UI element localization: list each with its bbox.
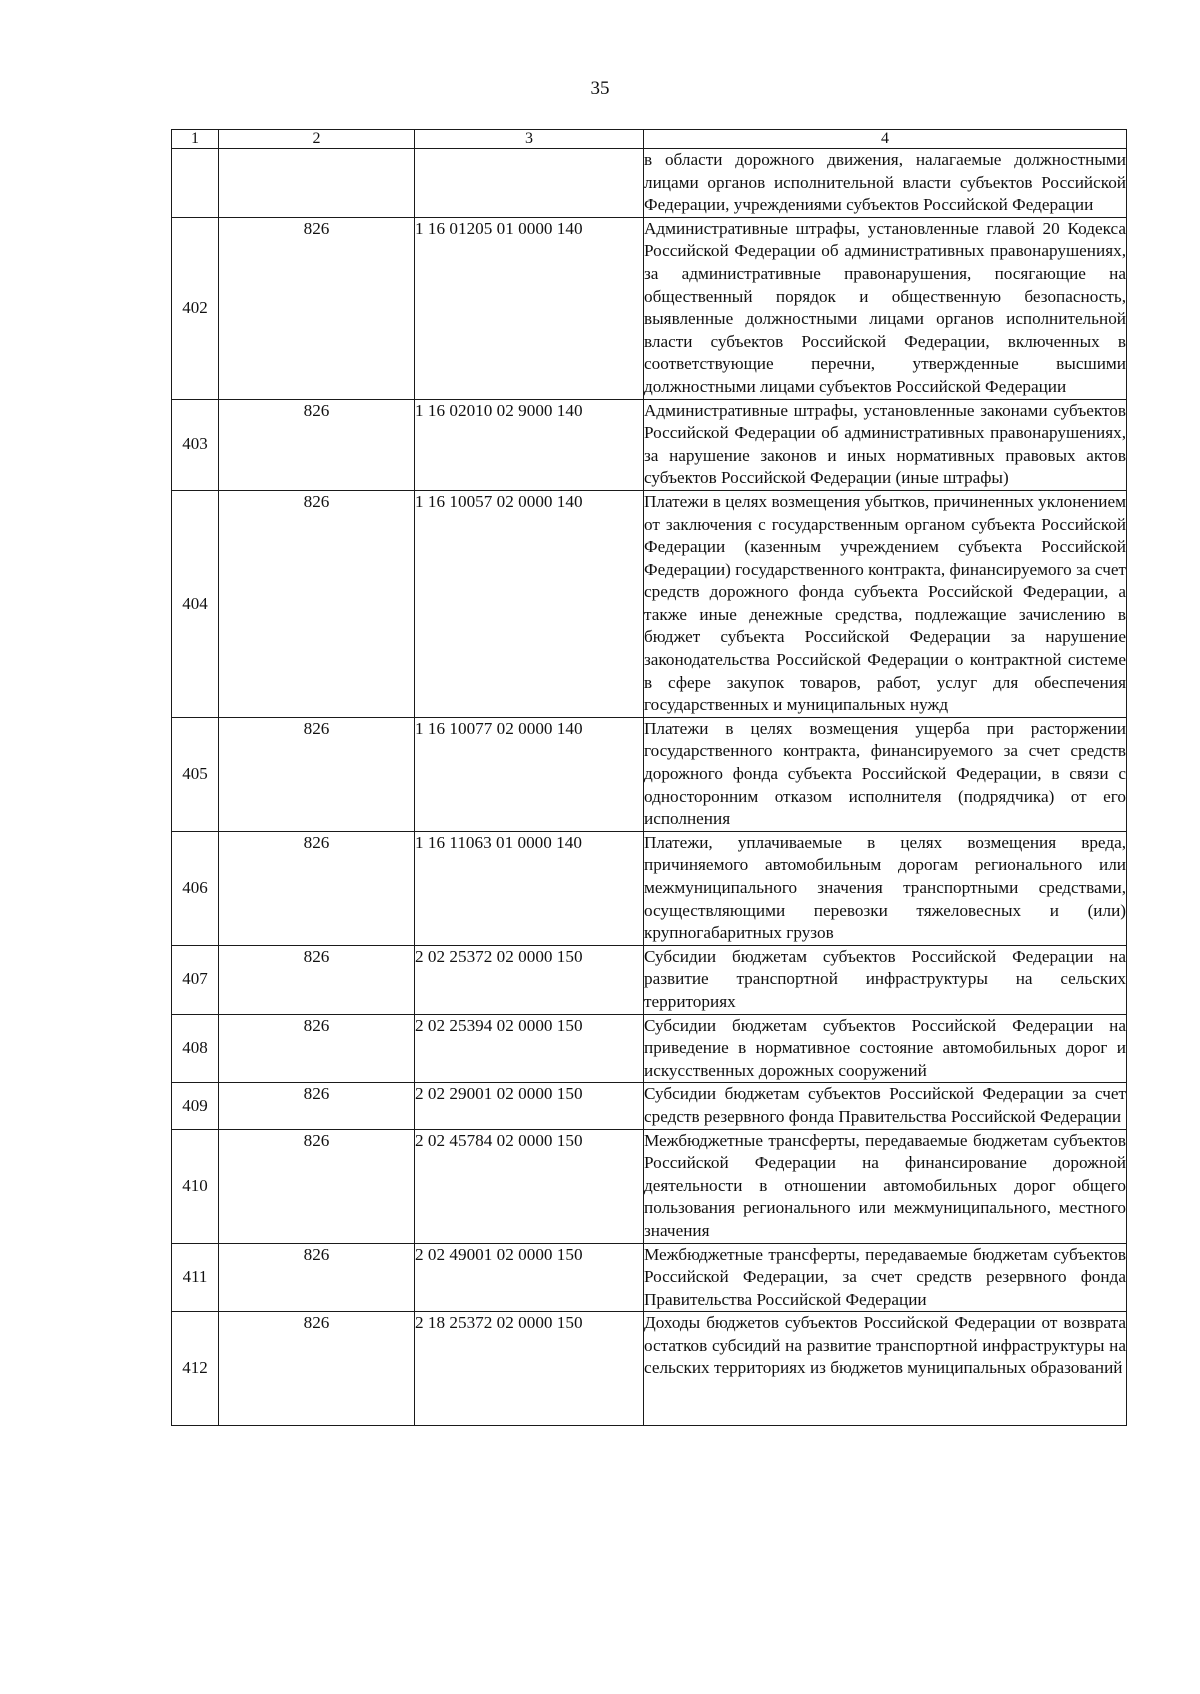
page-number: 35 bbox=[590, 78, 610, 99]
row-number: 412 bbox=[172, 1312, 219, 1426]
budget-classification-code: 1 16 02010 02 9000 140 bbox=[415, 399, 644, 490]
row-number: 407 bbox=[172, 945, 219, 1014]
table-row bbox=[172, 945, 1127, 1014]
row-number: 410 bbox=[172, 1129, 219, 1243]
administrator-code: 826 bbox=[219, 1129, 415, 1243]
revenue-description: Платежи в целях возмещения убытков, причиненных уклонением от заключения с государственным органом субъекта Российской Федерации (казенным учреждением субъекта Российской Федерации) государственного контракта, финансируемого за счет средств дорожного фонда субъекта Российской Федерации, а также иные денежные средства, подлежащие зачислению в бюджет субъекта Российской Федерации за нарушение законодательства Российской Федерации о контрактной системе в сфере закупок товаров, работ, услуг для обеспечения государственных и муниципальных нужд bbox=[644, 490, 1127, 717]
revenue-description: Административные штрафы, установленные главой 20 Кодекса Российской Федерации об административных правонарушениях, за административные правонарушения, посягающие на общественный порядок и общественную безопасность, выявленные должностными лицами органов исполнительной власти субъектов Российской Федерации, включенных в соответствующие перечни, утвержденные высшими должностными лицами субъектов Российской Федерации bbox=[644, 217, 1127, 399]
row-number: 409 bbox=[172, 1083, 219, 1129]
budget-classification-code: 1 16 01205 01 0000 140 bbox=[415, 217, 644, 399]
administrator-code: 826 bbox=[219, 831, 415, 945]
budget-classification-code: 1 16 10057 02 0000 140 bbox=[415, 490, 644, 717]
revenue-description: в области дорожного движения, налагаемые должностными лицами органов исполнительной власти субъектов Российской Федерации, учреждениями субъектов Российской Федерации bbox=[644, 149, 1127, 218]
table-row bbox=[172, 1083, 1127, 1129]
revenue-description: Субсидии бюджетам субъектов Российской Федерации на приведение в нормативное состояние автомобильных дорог и искусственных дорожных сооружений bbox=[644, 1014, 1127, 1083]
table-row bbox=[172, 1312, 1127, 1426]
revenue-description: Межбюджетные трансферты, передаваемые бюджетам субъектов Российской Федерации на финансирование дорожной деятельности в отношении автомобильных дорог общего пользования регионального или межмуниципального, местного значения bbox=[644, 1129, 1127, 1243]
revenue-description: Платежи в целях возмещения ущерба при расторжении государственного контракта, финансируемого за счет средств дорожного фонда субъекта Российской Федерации, в связи с односторонним отказом исполнителя (подрядчика) от его исполнения bbox=[644, 717, 1127, 831]
table-row bbox=[172, 1243, 1127, 1312]
administrator-code bbox=[219, 149, 415, 218]
revenue-codes-table bbox=[171, 129, 1127, 1426]
header-col-1: 1 bbox=[172, 130, 219, 149]
row-number: 404 bbox=[172, 490, 219, 717]
budget-classification-code bbox=[415, 149, 644, 218]
budget-classification-code: 2 18 25372 02 0000 150 bbox=[415, 1312, 644, 1426]
header-col-2: 2 bbox=[219, 130, 415, 149]
revenue-description: Административные штрафы, установленные законами субъектов Российской Федерации об административных правонарушениях, за нарушение законов и иных нормативных правовых актов субъектов Российской Федерации (иные штрафы) bbox=[644, 399, 1127, 490]
revenue-description: Субсидии бюджетам субъектов Российской Федерации на развитие транспортной инфраструктуры на сельских территориях bbox=[644, 945, 1127, 1014]
row-number: 403 bbox=[172, 399, 219, 490]
administrator-code: 826 bbox=[219, 945, 415, 1014]
budget-classification-code: 1 16 10077 02 0000 140 bbox=[415, 717, 644, 831]
table-row bbox=[172, 717, 1127, 831]
revenue-description: Межбюджетные трансферты, передаваемые бюджетам субъектов Российской Федерации, за счет средств резервного фонда Правительства Российской Федерации bbox=[644, 1243, 1127, 1312]
row-number: 408 bbox=[172, 1014, 219, 1083]
table-row bbox=[172, 1129, 1127, 1243]
budget-classification-code: 1 16 11063 01 0000 140 bbox=[415, 831, 644, 945]
administrator-code: 826 bbox=[219, 217, 415, 399]
header-col-4: 4 bbox=[644, 130, 1127, 149]
budget-classification-code: 2 02 49001 02 0000 150 bbox=[415, 1243, 644, 1312]
header-col-3: 3 bbox=[415, 130, 644, 149]
revenue-description: Доходы бюджетов субъектов Российской Федерации от возврата остатков субсидий на развитие транспортной инфраструктуры на сельских территориях из бюджетов муниципальных образований bbox=[644, 1312, 1127, 1426]
row-number: 405 bbox=[172, 717, 219, 831]
table-row bbox=[172, 149, 1127, 218]
table-row bbox=[172, 490, 1127, 717]
table-row bbox=[172, 399, 1127, 490]
row-number bbox=[172, 149, 219, 218]
row-number: 406 bbox=[172, 831, 219, 945]
table-row bbox=[172, 831, 1127, 945]
administrator-code: 826 bbox=[219, 1083, 415, 1129]
budget-classification-code: 2 02 25372 02 0000 150 bbox=[415, 945, 644, 1014]
budget-classification-code: 2 02 25394 02 0000 150 bbox=[415, 1014, 644, 1083]
row-number: 402 bbox=[172, 217, 219, 399]
budget-classification-code: 2 02 29001 02 0000 150 bbox=[415, 1083, 644, 1129]
budget-classification-code: 2 02 45784 02 0000 150 bbox=[415, 1129, 644, 1243]
administrator-code: 826 bbox=[219, 1014, 415, 1083]
revenue-description: Платежи, уплачиваемые в целях возмещения вреда, причиняемого автомобильным дорогам регионального или межмуниципального значения транспортными средствами, осуществляющими перевозки тяжеловесных и (или) крупногабаритных грузов bbox=[644, 831, 1127, 945]
administrator-code: 826 bbox=[219, 399, 415, 490]
revenue-description: Субсидии бюджетам субъектов Российской Федерации за счет средств резервного фонда Правительства Российской Федерации bbox=[644, 1083, 1127, 1129]
row-number: 411 bbox=[172, 1243, 219, 1312]
administrator-code: 826 bbox=[219, 490, 415, 717]
administrator-code: 826 bbox=[219, 1312, 415, 1426]
table-row bbox=[172, 217, 1127, 399]
administrator-code: 826 bbox=[219, 1243, 415, 1312]
table-header-row bbox=[172, 130, 1127, 149]
table-row bbox=[172, 1014, 1127, 1083]
administrator-code: 826 bbox=[219, 717, 415, 831]
